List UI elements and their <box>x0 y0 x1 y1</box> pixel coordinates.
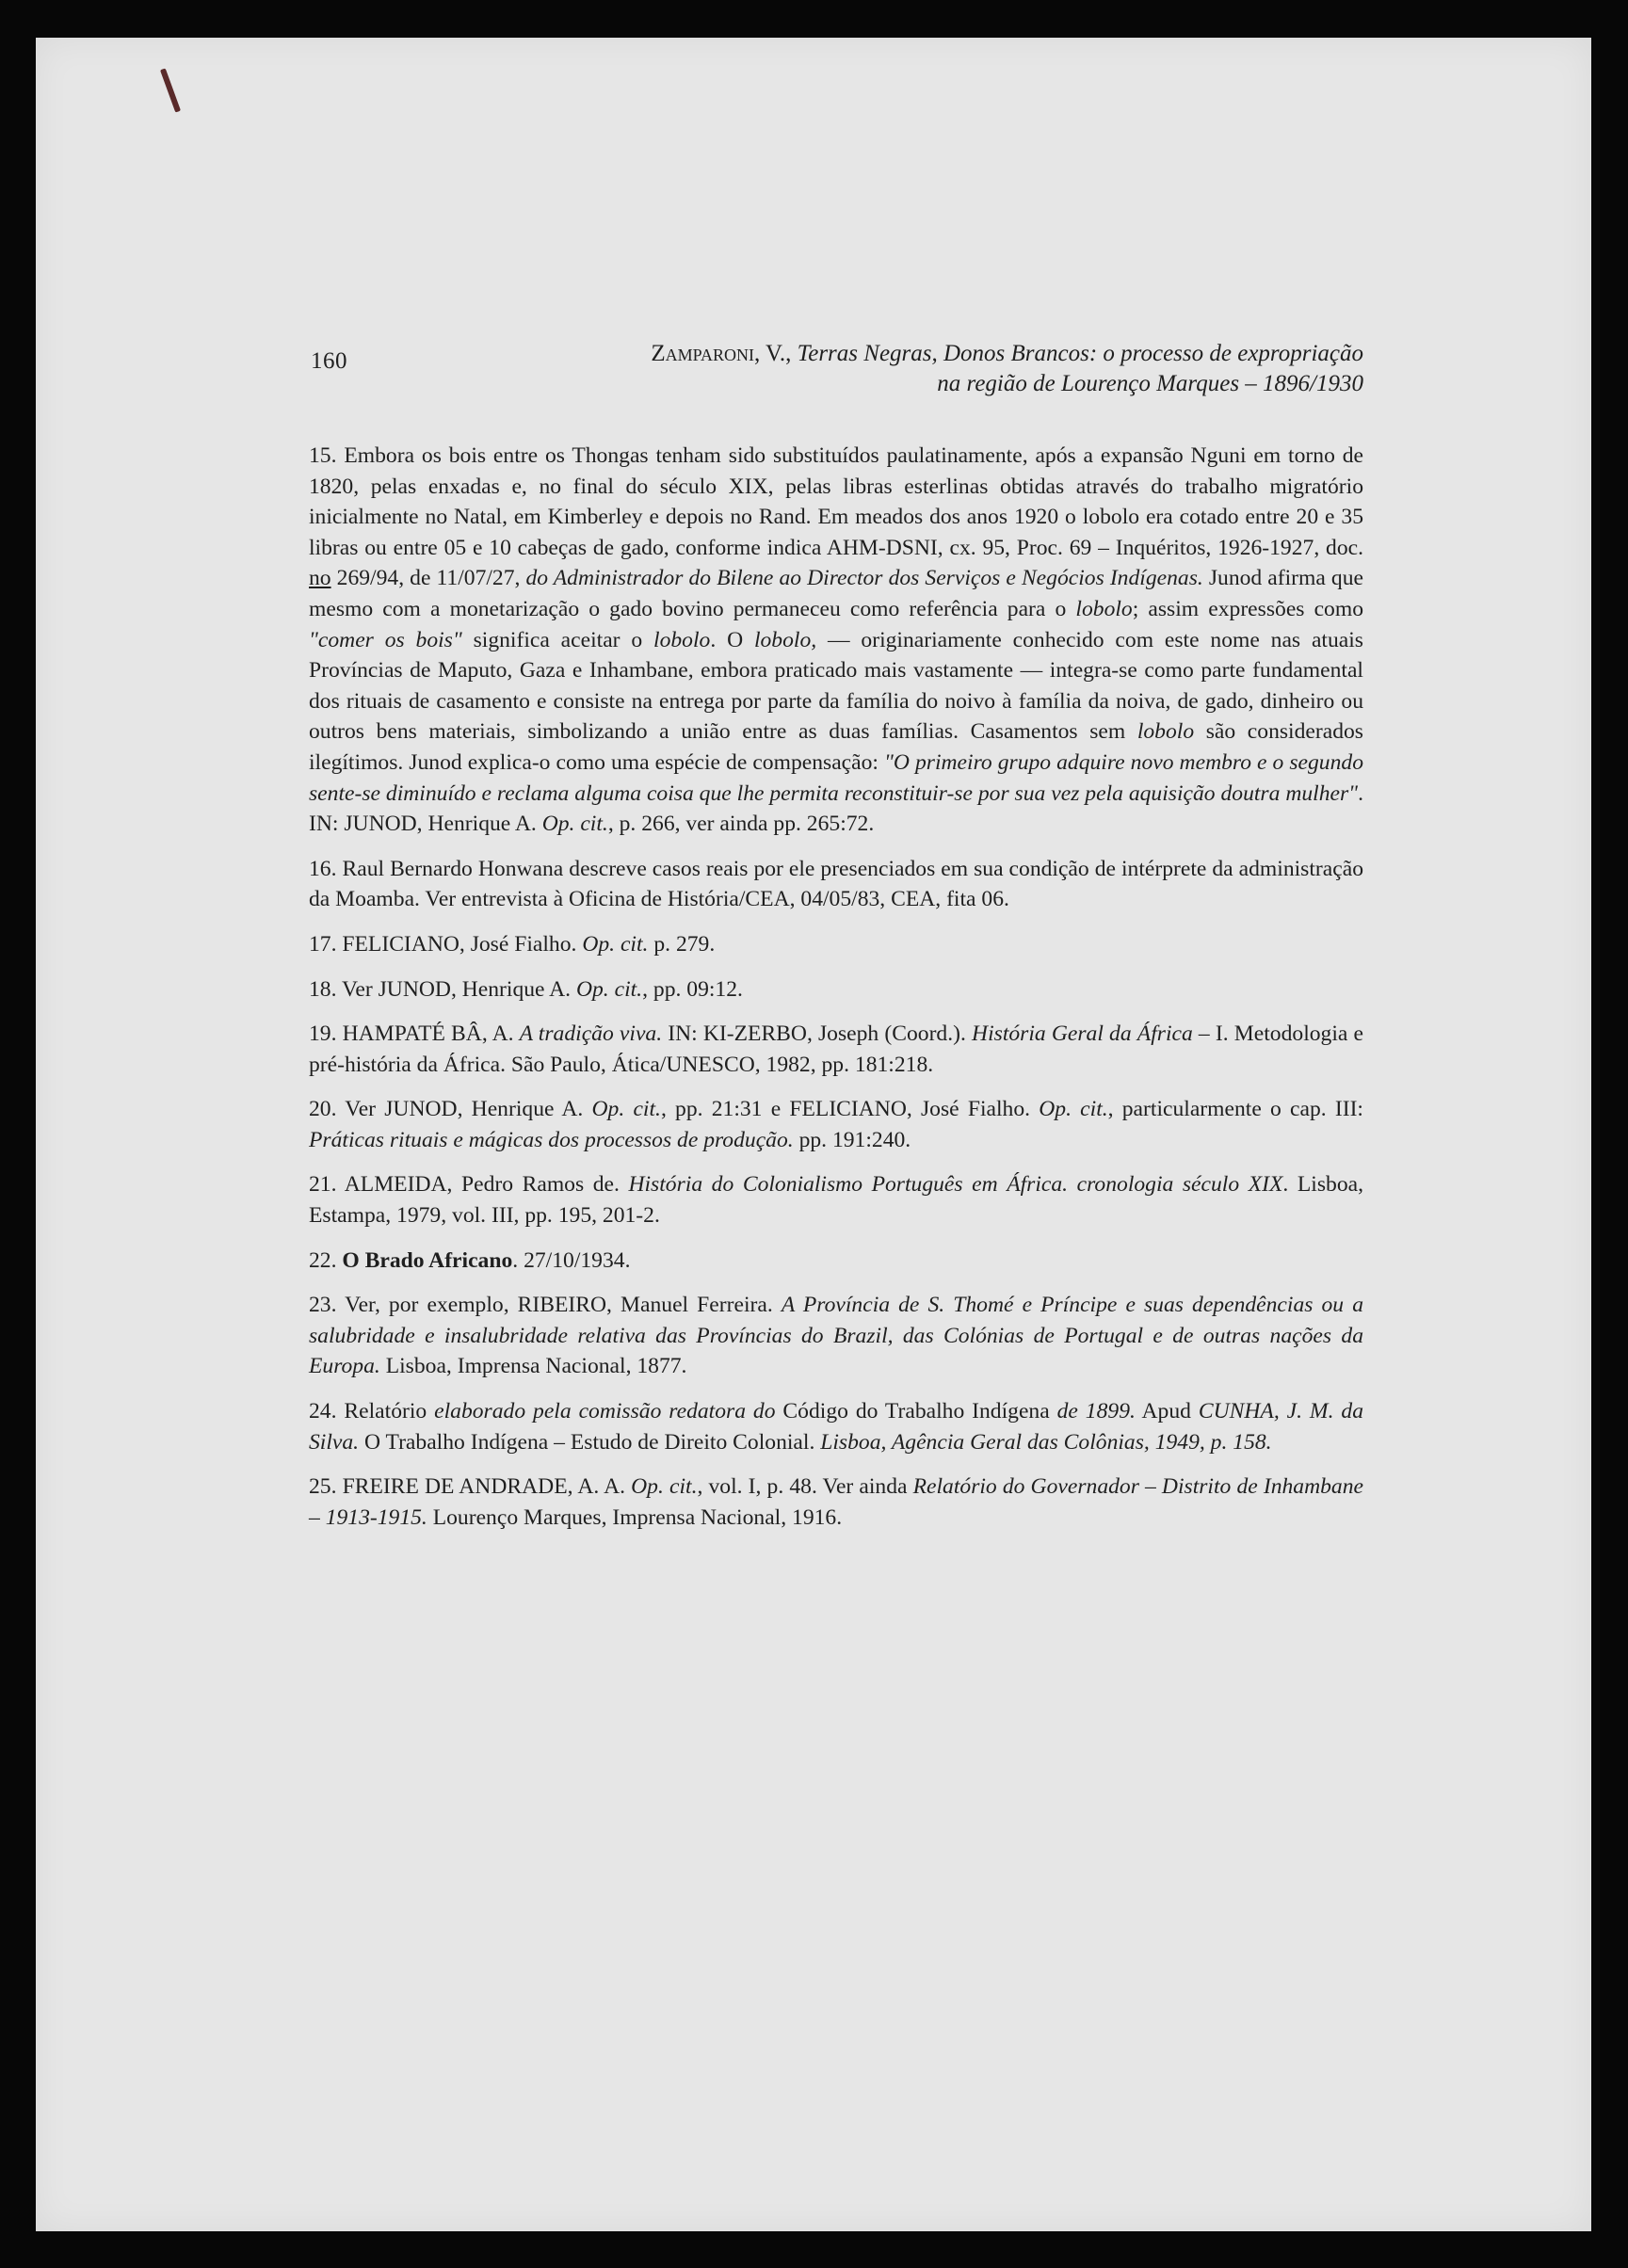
endnote-20 <box>309 1094 1363 1155</box>
endnote-21-text: . Lisboa, Estampa, 1979, vol. III, pp. 195, 201-2. <box>309 1172 1363 1229</box>
endnote-19-text: IN: KI-ZERBO, Joseph (Coord.). <box>662 1021 973 1047</box>
endnote-15-text: , p. 266, ver ainda pp. 265:72. <box>607 812 875 837</box>
endnote-17-text: 17. FELICIANO, José Fialho. <box>309 931 583 957</box>
endnote-18-text: Op. cit. <box>575 976 643 1002</box>
running-head <box>516 339 1363 399</box>
text-block <box>309 328 1363 1547</box>
endnote-17 <box>309 929 1363 960</box>
endnote-20-text: Op. cit. <box>591 1097 661 1122</box>
endnote-19-text: – I. Metodologia e pré-história da África. São Paulo, Ática/UNESCO, 1982, pp. 181:218. <box>309 1021 1363 1077</box>
endnote-22 <box>309 1246 1363 1277</box>
endnote-22-text: O Brado Africano <box>342 1247 513 1273</box>
endnote-17-text: Op. cit. <box>582 931 649 957</box>
endnote-15-text: "O primeiro grupo adquire novo membro e o segundo sente-se diminuído e reclama alguma coisa que lhe permita reconstituir-se por sua vez pela aquisição doutra mulher" <box>309 749 1363 806</box>
author-name: Zamparoni, V., <box>651 341 792 366</box>
endnote-15-text: lobolo <box>1136 719 1195 745</box>
endnote-24-text: 24. Relatório <box>309 1399 435 1424</box>
endnote-20-text: Op. cit. <box>1039 1097 1108 1122</box>
book-title-line-2: na região de Lourenço Marques – 1896/1930 <box>937 371 1363 396</box>
endnote-24-text: Apud <box>1135 1399 1199 1424</box>
endnote-22-text: 22. <box>309 1247 343 1273</box>
endnote-25-text: , vol. I, p. 48. Ver ainda <box>697 1474 913 1500</box>
endnote-15-text: Junod afirma que mesmo com a monetarização o gado bovino permaneceu como referência para o <box>309 566 1363 621</box>
endnote-18 <box>309 974 1363 1005</box>
running-head-line-1 <box>516 339 1363 369</box>
endnote-24-text: O Trabalho Indígena – Estudo de Direito Colonial. <box>359 1429 821 1455</box>
endnote-25-text: Relatório do Governador – Distrito de Inhambane – 1913-1915. <box>309 1474 1363 1530</box>
endnote-23-text: A Província de S. Thomé e Príncipe e suas dependências ou a salubridade e insalubridade relativa das Províncias do Brazil, das Colónias de Portugal e de outras nações da Europa. <box>309 1293 1363 1379</box>
endnote-15-text: lobolo <box>1075 596 1133 621</box>
endnote-19 <box>309 1019 1363 1080</box>
endnote-15-text: lobolo <box>653 627 711 652</box>
endnote-24-text: Lisboa, Agência Geral das Colônias, 1949, p. 158. <box>820 1429 1272 1455</box>
endnote-22-text: . 27/10/1934. <box>512 1247 631 1273</box>
endnote-25-text: 25. FREIRE DE ANDRADE, A. A. <box>309 1474 632 1500</box>
endnote-15-text: . IN: JUNOD, Henrique A. <box>309 780 1363 837</box>
endnote-16 <box>309 854 1363 915</box>
endnote-23-text: 23. Ver, por exemplo, RIBEIRO, Manuel Ferreira. <box>309 1293 782 1318</box>
endnote-15-text: no <box>309 566 331 591</box>
endnote-25-text: Op. cit. <box>631 1474 698 1500</box>
endnote-24-text: CUNHA, J. M. da Silva. <box>309 1399 1363 1455</box>
endnote-15-text: Op. cit. <box>541 812 608 837</box>
endnote-21-text: História do Colonialismo Português em África. cronologia século XIX <box>628 1172 1283 1198</box>
endnote-20-text: pp. 191:240. <box>793 1127 911 1152</box>
endnote-15-text: significa aceitar o <box>461 627 654 652</box>
page-number: 160 <box>311 348 347 374</box>
endnote-17-text: p. 279. <box>648 931 716 957</box>
scanned-page <box>36 38 1591 2231</box>
endnote-15 <box>309 441 1363 840</box>
endnote-15-text: . O <box>710 627 754 652</box>
endnote-15-text: "comer os bois" <box>309 627 462 652</box>
endnote-25 <box>309 1472 1363 1533</box>
endnote-18-text: 18. Ver JUNOD, Henrique A. <box>309 976 576 1002</box>
page-header <box>309 328 1363 441</box>
endnote-16-text: 16. Raul Bernardo Honwana descreve casos reais por ele presenciados em sua condição de intérprete da administração da Moamba. Ver entrevista à Oficina de História/CEA, 04/05/83, CEA, fita 06. <box>309 856 1363 912</box>
book-title-line-1: Terras Negras, Donos Brancos: o processo de expropriação <box>797 341 1363 366</box>
endnote-15-text: — originariamente conhecido com este nome nas atuais Províncias de Maputo, Gaza e Inhambane, embora praticado mais vastamente — integra-se como parte fundamental dos rituais de casamento e consiste na entrega por parte da família do noivo à família da noiva, de gado, dinheiro ou outros bens materiais, simbolizando a união entre as duas famílias. Casamentos sem <box>309 627 1363 745</box>
endnotes-list <box>309 441 1363 1533</box>
endnote-19-text: 19. HAMPATÉ BÂ, A. <box>309 1021 520 1047</box>
endnote-20-text: 20. Ver JUNOD, Henrique A. <box>309 1097 592 1122</box>
endnote-15-text: do Administrador do Bilene ao Director dos Serviços e Negócios Indígenas. <box>525 566 1203 591</box>
endnote-25-text: Lourenço Marques, Imprensa Nacional, 1916. <box>427 1504 843 1530</box>
endnote-24-text: de 1899. <box>1056 1399 1136 1424</box>
endnote-20-text: Práticas rituais e mágicas dos processos de produção. <box>309 1127 794 1152</box>
running-head-line-2 <box>516 369 1363 399</box>
endnote-23 <box>309 1290 1363 1382</box>
endnote-20-text: , pp. 21:31 e FELICIANO, José Fialho. <box>660 1097 1040 1122</box>
endnote-24 <box>309 1396 1363 1457</box>
endnote-15-text: lobolo, <box>753 627 817 652</box>
endnote-15-text: 15. Embora os bois entre os Thongas tenham sido substituídos paulatinamente, após a expansão Nguni em torno de 1820, pelas enxadas e, no final do século XIX, pelas libras esterlinas obtidas através do trabalho migratório inicialmente no Natal, em Kimberley e depois no Rand. Em meados dos anos 1920 o lobolo era cotado entre 20 e 35 libras ou entre 05 e 10 cabeças de gado, conforme indica AHM-DSNI, cx. 95, Proc. 69 – Inquéritos, 1926-1927, doc. <box>309 443 1363 560</box>
endnote-19-text: História Geral da África <box>972 1021 1193 1047</box>
ink-mark <box>160 68 181 112</box>
endnote-24-text: Código do Trabalho Indígena <box>775 1399 1057 1424</box>
endnote-21 <box>309 1169 1363 1231</box>
endnote-18-text: , pp. 09:12. <box>642 976 743 1002</box>
endnote-19-text: A tradição viva. <box>519 1021 663 1047</box>
endnote-24-text: elaborado pela comissão redatora do <box>434 1399 776 1424</box>
endnote-15-text: ; assim expressões como <box>1132 596 1364 621</box>
endnote-23-text: Lisboa, Imprensa Nacional, 1877. <box>379 1354 687 1379</box>
endnote-15-text: são considerados ilegítimos. Junod explica-o como uma espécie de compensação: <box>309 719 1363 775</box>
endnote-15-text: 269/94, de 11/07/27, <box>330 566 526 591</box>
endnote-20-text: , particularmente o cap. III: <box>1107 1097 1363 1122</box>
endnote-21-text: 21. ALMEIDA, Pedro Ramos de. <box>309 1172 629 1198</box>
